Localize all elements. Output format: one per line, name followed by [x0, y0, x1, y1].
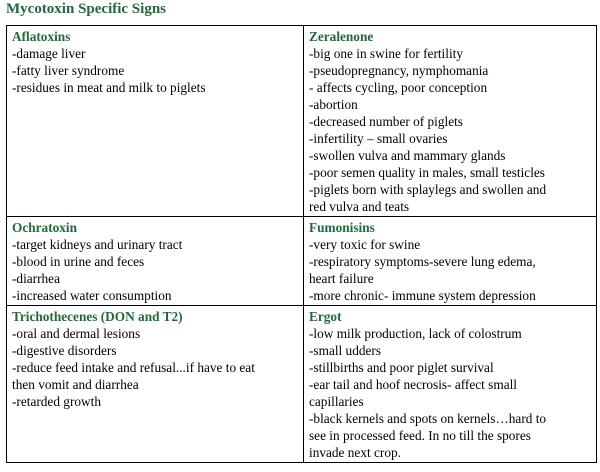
toxin-name: Fumonisins — [309, 220, 375, 235]
sign-item: then vomit and diarrhea — [12, 377, 139, 392]
sign-item: capillaries — [309, 394, 364, 409]
table-row — [7, 306, 597, 463]
sign-item: -piglets born with splaylegs and swollen and — [309, 182, 547, 197]
table-row — [7, 217, 597, 306]
sign-item: -very toxic for swine — [309, 237, 421, 252]
sign-item: -black kernels and spots on kernels…hard to — [309, 411, 547, 426]
sign-item: -swollen vulva and mammary glands — [309, 148, 506, 163]
sign-item: -ear tail and hoof necrosis- affect small — [309, 377, 517, 392]
sign-item: -infertility – small ovaries — [309, 131, 448, 146]
sign-item: heart failure — [309, 271, 374, 286]
sign-item: -stillbirths and poor piglet survival — [309, 360, 494, 375]
sign-item: -small udders — [309, 343, 382, 358]
sign-item: -poor semen quality in males, small testicles — [309, 165, 545, 180]
sign-item: -target kidneys and urinary tract — [12, 237, 183, 252]
sign-item: -diarrhea — [12, 271, 60, 286]
sign-item: -retarded growth — [12, 394, 101, 409]
trichothecenes-cell — [7, 306, 304, 463]
sign-item: -abortion — [309, 97, 358, 112]
aflatoxins-cell — [7, 26, 304, 217]
mycotoxin-signs-table — [6, 25, 597, 463]
sign-item: -increased water consumption — [12, 288, 172, 303]
table-row — [7, 26, 597, 217]
sign-item: -decreased number of piglets — [309, 114, 463, 129]
toxin-name: Zeralenone — [309, 29, 374, 44]
page-title: Mycotoxin Specific Signs — [6, 1, 166, 17]
sign-item: invade next crop. — [309, 445, 401, 460]
zeralenone-cell — [304, 26, 597, 217]
sign-item: -blood in urine and feces — [12, 254, 145, 269]
toxin-name: Ergot — [309, 309, 342, 324]
sign-item: -more chronic- immune system depression — [309, 288, 536, 303]
sign-item: -big one in swine for fertility — [309, 46, 463, 61]
sign-item: - affects cycling, poor conception — [309, 80, 488, 95]
fumonisins-cell — [304, 217, 597, 306]
ergot-cell — [304, 306, 597, 463]
sign-item: -fatty liver syndrome — [12, 63, 125, 78]
sign-item: see in processed feed. In no till the spores — [309, 428, 531, 443]
ochratoxin-cell — [7, 217, 304, 306]
sign-item: -damage liver — [12, 46, 86, 61]
sign-item: -pseudopregnancy, nymphomania — [309, 63, 489, 78]
sign-item: -low milk production, lack of colostrum — [309, 326, 522, 341]
sign-item: red vulva and teats — [309, 199, 410, 214]
sign-item: -digestive disorders — [12, 343, 117, 358]
toxin-name: Aflatoxins — [12, 29, 71, 44]
toxin-name: Trichothecenes (DON and T2) — [12, 309, 183, 324]
sign-item: -oral and dermal lesions — [12, 326, 141, 341]
sign-item: -residues in meat and milk to piglets — [12, 80, 206, 95]
sign-item: -reduce feed intake and refusal...if have to eat — [12, 360, 255, 375]
toxin-name: Ochratoxin — [12, 220, 78, 235]
sign-item: -respiratory symptoms-severe lung edema, — [309, 254, 536, 269]
